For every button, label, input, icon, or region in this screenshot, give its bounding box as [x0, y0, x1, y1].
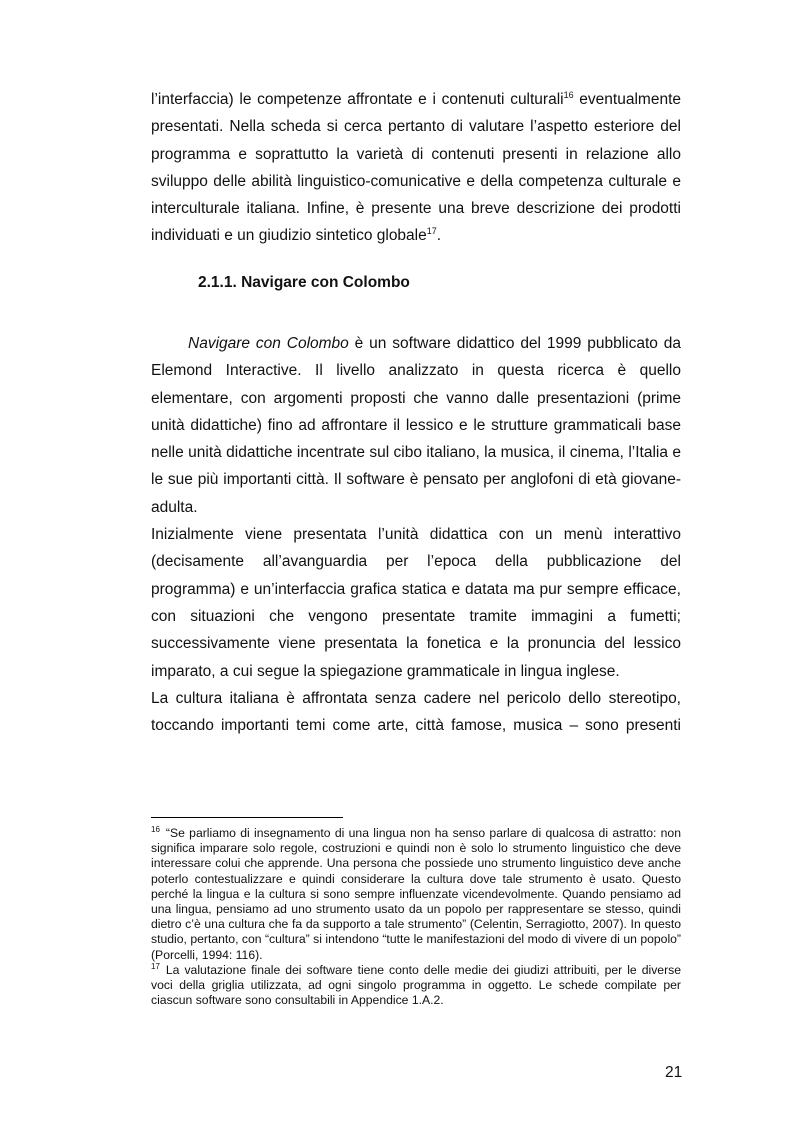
paragraph-interface: Inizialmente viene presentata l’unità didattica con un menù interattivo (decisamente all’avanguardia per l’epoca della pubblicazione del programma) e un’interfaccia grafica statica e datata ma pur sempre efficace, con situazioni che vengono presentate tramite immagini a fumetti; successivamente viene presentata la fonetica e la pronuncia del lessico imparato, a cui segue la spiegazione grammaticale in lingua inglese. [151, 526, 681, 680]
paragraph-intro-text-b: eventualmente presentati. Nella scheda si cerca pertanto di valutare l’aspetto esteriore del programma e soprattutto la varietà di contenuti presenti in relazione allo sviluppo delle abilità linguistico-comunicative e della competenza culturale e interculturale italiana. Infine, è presente una breve descrizione dei prodotti individuati e un giudizio sintetico globale [151, 91, 681, 245]
page-number: 21 [665, 1064, 683, 1081]
paragraph-culture: La cultura italiana è affrontata senza cadere nel pericolo dello stereotipo, toccando importanti temi come arte, città famose, musica – sono presenti [151, 689, 681, 735]
section-heading: 2.1.1. Navigare con Colombo [198, 274, 410, 291]
body-text [151, 86, 681, 250]
body-text-section [151, 330, 681, 739]
paragraph-intro-text-c: . [436, 227, 442, 245]
software-title: Navigare con Colombo [188, 335, 349, 352]
footnote-text: La valutazione finale dei software tiene conto delle medie dei giudizi attribuiti, per le diverse voci della griglia utilizzata, ad ogni singolo programma in oggetto. Le schede compilate per ciascun software sono consultabili in Appendice 1.A.2. [151, 962, 681, 1008]
footnotes [151, 826, 681, 1008]
footnote-number: 16 [151, 824, 160, 834]
paragraph-description-text: è un software didattico del 1999 pubblicato da Elemond Interactive. Il livello analizzato in questa ricerca è quello elementare, con argomenti proposti che vanno dalle presentazioni (prime unità didattiche) fino ad affrontare il lessico e le strutture grammaticali base nelle unità didattiche incentrate sul cibo italiano, la musica, il cinema, l’Italia e le sue più importanti città. Il software è pensato per anglofoni di età giovane-adulta. [151, 335, 681, 516]
footnote-text: “Se parliamo di insegnamento di una lingua non ha senso parlare di qualcosa di astratto: non significa imparare solo regole, costruzioni e quindi non è solo lo strumento linguistico che deve interessare colui che apprende. Una persona che possiede uno strumento linguistico deve anche poterlo contestualizzare e quindi considerare la cultura dove tale strumento è usato. Questo perché la lingua e la cultura si sono sempre influenzate vicendevolmente. Quando pensiamo ad una lingua, pensiamo ad uno strumento usato da un popolo per rappresentare se stesso, quindi dietro c’è una cultura che fa da supporto a tale strumento” (Celentin, Serragiotto, 2007). In questo studio, pertanto, con “cultura” si intendono “tutte le manifestazioni del modo di vivere di un popolo” (Porcelli, 1994: 116). [151, 826, 681, 962]
footnote-16 [151, 826, 681, 963]
paragraph-intro [151, 86, 681, 250]
paragraph-description [151, 330, 681, 521]
paragraph-intro-text-a: l’interfaccia) le competenze affrontate e i contenuti culturali [151, 91, 564, 108]
footnote-ref-16[interactable]: 16 [563, 89, 574, 100]
footnote-17 [151, 963, 681, 1009]
footnote-ref-17[interactable]: 17 [426, 226, 437, 237]
footnote-divider [151, 817, 343, 818]
footnote-number: 17 [151, 961, 160, 971]
